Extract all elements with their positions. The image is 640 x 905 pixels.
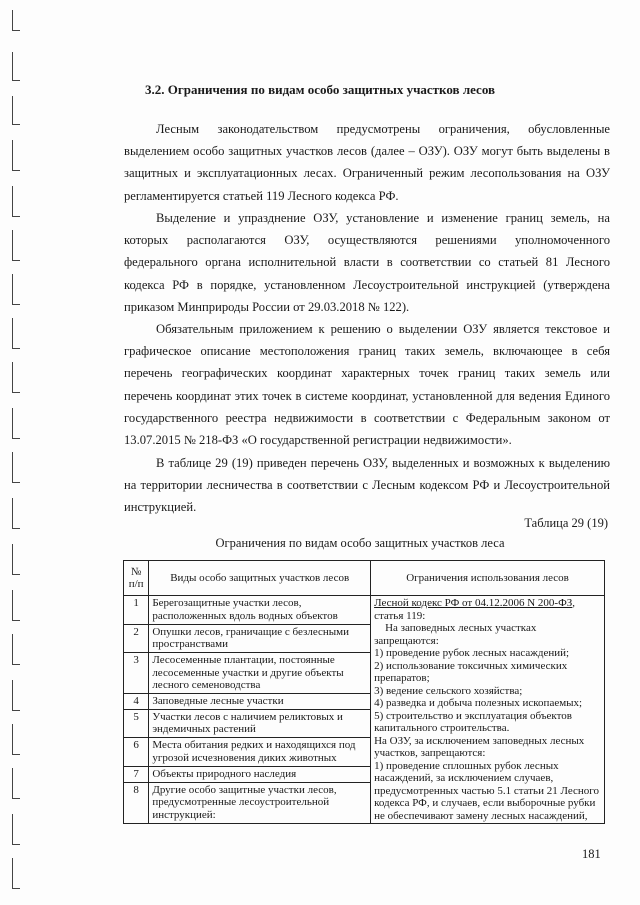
binding-mark	[12, 52, 20, 81]
row-number: 7	[124, 766, 149, 782]
binding-mark	[12, 590, 20, 621]
restriction-line: 1) проведение рубок лесных насаждений;	[374, 647, 570, 659]
binding-mark	[12, 724, 20, 755]
row-kind: Другие особо защитные участки лесов, предусмотренные лесоустроительной инструкцией:	[149, 782, 371, 823]
row-number: 6	[124, 738, 149, 767]
restriction-line: 2) использование токсичных химических препаратов;	[374, 659, 568, 684]
binding-mark	[12, 814, 20, 845]
column-header-restrictions: Ограничения использования лесов	[371, 561, 605, 596]
row-number: 1	[124, 596, 149, 625]
binding-mark	[12, 96, 20, 125]
column-header-kind: Виды особо защитных участков лесов	[149, 561, 371, 596]
row-kind: Берегозащитные участки лесов, расположенных вдоль водных объектов	[149, 596, 371, 625]
table-header-row	[124, 561, 605, 596]
binding-mark	[12, 634, 20, 665]
paragraph: Выделение и упразднение ОЗУ, установление и изменение границ земель, на которых располагаются ОЗУ, осуществляются решениями уполномоченного федерального органа исполнительной власти в соответствии со статьей 81 Лесного кодекса РФ в порядке, установленном Лесоустроительной инструкцией (утверждена приказом Минприроды России от 29.03.2018 № 122).	[124, 211, 610, 314]
restriction-line: 4) разведка и добыча полезных ископаемых;	[374, 697, 583, 709]
binding-mark	[12, 274, 20, 305]
binding-mark	[12, 362, 20, 393]
binding-mark	[12, 10, 20, 31]
row-kind: Лесосеменные плантации, постоянные лесосеменные участки и другие объекты лесного семеноводства	[149, 653, 371, 694]
table-title: Ограничения по видам особо защитных участков леса	[215, 536, 505, 550]
binding-marks	[0, 0, 30, 905]
paragraph: Лесным законодательством предусмотрены ограничения, обусловленные выделением особо защитных участков лесов (далее – ОЗУ). ОЗУ могут быть выделены в защитных и эксплуатационных лесах. Ограниченный режим лесопользования на ОЗУ регламентируется статьей 119 Лесного кодекса РФ.	[124, 122, 610, 203]
row-number: 5	[124, 709, 149, 738]
row-kind: Участки лесов с наличием реликтовых и эндемичных растений	[149, 709, 371, 738]
binding-mark	[12, 498, 20, 529]
row-kind: Заповедные лесные участки	[149, 694, 371, 710]
row-kind: Объекты природного наследия	[149, 766, 371, 782]
paragraph: В таблице 29 (19) приведен перечень ОЗУ, выделенных и возможных к выделению на территории лесничества в соответствии с Лесным кодексом РФ и Лесоустроительной инструкцией.	[124, 456, 610, 515]
table-caption: Таблица 29 (19)	[524, 516, 608, 530]
binding-mark	[12, 318, 20, 349]
row-number: 2	[124, 624, 149, 653]
column-header-number: № п/п	[124, 561, 149, 596]
restrictions-table	[123, 560, 605, 824]
binding-mark	[12, 768, 20, 799]
restriction-line: 3) ведение сельского хозяйства;	[374, 684, 523, 697]
binding-mark	[12, 858, 20, 889]
restriction-line: 1) проведение сплошных рубок лесных насаждений, за исключением случаев, предусмотренных частью 5.1 статьи 21 Лесного кодекса РФ, и случаев, если выборочные рубки не обеспечивают замену лесных насаждений,	[374, 759, 600, 822]
restrictions-cell	[371, 596, 605, 824]
law-reference	[374, 597, 601, 622]
binding-mark	[12, 680, 20, 711]
paragraph: Обязательным приложением к решению о выделении ОЗУ является текстовое и графическое описание местоположения границ таких земель, включающее в себя перечень географических координат характерных точек границ таких земель или перечень координат этих точек в системе координат, установленной для ведения Единого государственного реестра недвижимости в соответствии с Федеральным законом от 13.07.2015 № 218-ФЗ «О государственной регистрации недвижимости».	[124, 322, 610, 448]
restriction-line: На заповедных лесных участках запрещаются:	[374, 622, 540, 647]
binding-mark	[12, 230, 20, 261]
law-reference-suffix: , статья 119:	[374, 597, 576, 622]
row-kind: Опушки лесов, граничащие с безлесными пространствами	[149, 624, 371, 653]
binding-mark	[12, 408, 20, 439]
table-row	[124, 596, 605, 625]
binding-mark	[12, 186, 20, 217]
restriction-line: 5) строительство и эксплуатация объектов капитального строительства.	[374, 709, 572, 734]
row-number: 4	[124, 694, 149, 710]
binding-mark	[12, 140, 20, 171]
row-number: 8	[124, 782, 149, 823]
binding-mark	[12, 452, 20, 483]
law-link[interactable]: Лесной кодекс РФ от 04.12.2006 N 200-ФЗ	[374, 597, 573, 609]
row-number: 3	[124, 653, 149, 694]
section-heading: 3.2. Ограничения по видам особо защитных участков лесов	[144, 82, 496, 97]
restriction-line: На ОЗУ, за исключением заповедных лесных участков, запрещаются:	[374, 734, 585, 759]
page-number: 181	[582, 847, 601, 861]
row-kind: Места обитания редких и находящихся под угрозой исчезновения диких животных	[149, 738, 371, 767]
